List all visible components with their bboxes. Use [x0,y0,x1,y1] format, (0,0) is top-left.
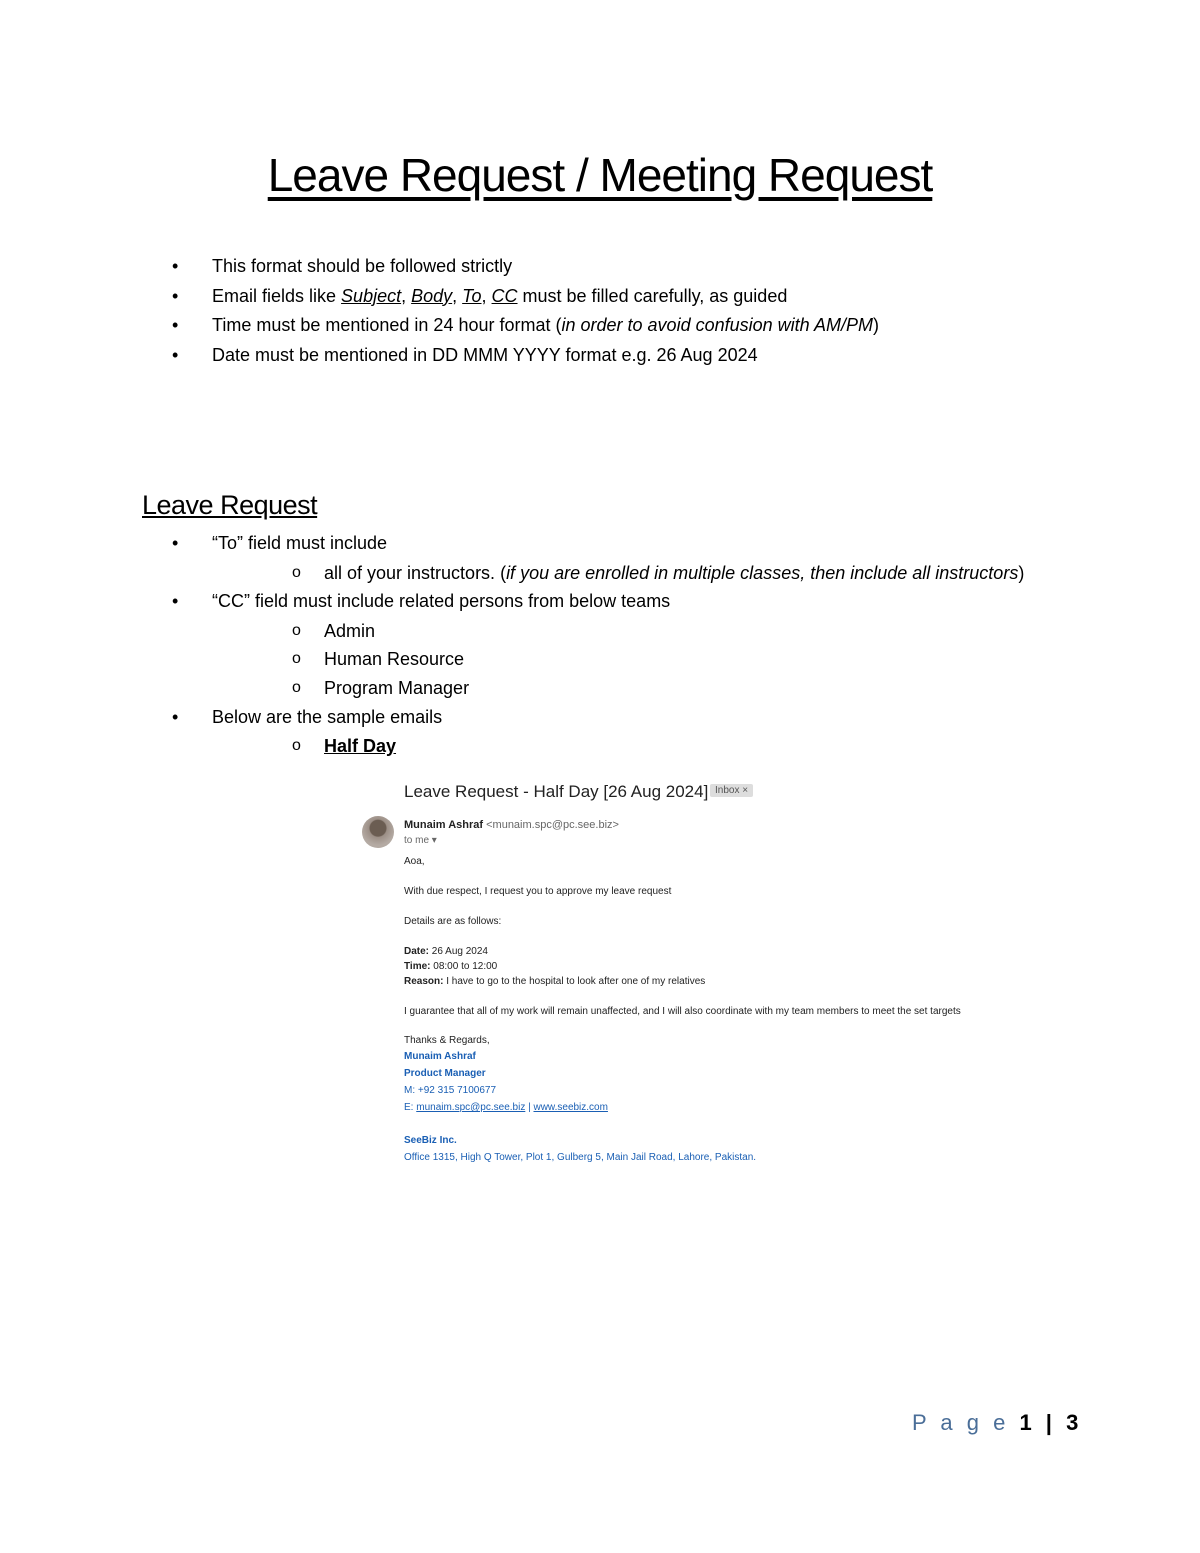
separator: , [481,285,492,306]
signature-title: Product Manager [404,1068,486,1079]
team-admin: Admin [324,620,376,641]
email-line: Details are as follows: [404,916,502,927]
samples-item [170,703,1024,761]
email-time [404,961,497,972]
samples-text: Below are the sample emails [212,706,443,727]
rule-italic-note: in order to avoid confusion with AM/PM [561,315,873,336]
subitem-text: all of your instructors. ( [324,562,507,583]
page-title: Leave Request / Meeting Request [267,149,933,201]
email-line: I guarantee that all of my work will remain unaffected, and I will also coordinate with my team members to meet the set targets [404,1006,961,1017]
page-footer [912,1410,1082,1436]
page-separator: | [1035,1410,1067,1435]
signature-company: SeeBiz Inc. [404,1135,457,1146]
signature-web-link[interactable]: www.seebiz.com [533,1102,608,1113]
email-subject: Leave Request - Half Day [26 Aug 2024] [404,782,709,801]
signature-address: Office 1315, High Q Tower, Plot 1, Gulberg 5, Main Jail Road, Lahore, Pakistan. [404,1152,757,1163]
rule-text: ) [872,315,879,336]
to-field-item [170,529,1024,587]
section-title-leave-request: Leave Request [142,490,318,520]
team-program-manager: Program Manager [324,677,470,698]
time-value: 08:00 to 12:00 [433,961,498,972]
samples-sublist [212,732,1024,761]
time-label: Time: [404,961,434,972]
rule-text: Time must be mentioned in 24 hour format ( [212,315,562,336]
signature-contact [404,1102,608,1113]
date-label: Date: [404,946,432,957]
sender-name: Munaim Ashraf [404,819,484,831]
page-number: 1 [1019,1410,1036,1435]
cc-field-text: “CC” field must include related persons from below teams [212,591,671,612]
cc-team-list [212,617,1024,703]
signature-mobile: M: +92 315 7100677 [404,1085,497,1096]
signature-name: Munaim Ashraf [404,1051,476,1062]
field-subject: Subject [341,285,402,306]
rule-item [170,282,879,312]
separator: , [401,285,412,306]
cc-team-item [212,674,1024,703]
to-field-sublist [212,559,1024,588]
recipient-line: to me ▾ [404,835,437,846]
reason-label: Reason: [404,976,447,987]
leave-request-list [170,529,1024,761]
rule-text: Date must be mentioned in DD MMM YYYY format e.g. 26 Aug 2024 [212,344,758,365]
separator: , [452,285,463,306]
to-field-subitem [212,559,1024,588]
field-to: To [462,285,482,306]
subitem-text: ) [1018,562,1025,583]
sender-email: <munaim.spc@pc.see.biz> [486,819,619,831]
cc-field-item [170,587,1024,702]
separator: | [525,1102,534,1113]
cc-team-item [212,645,1024,674]
half-day-label: Half Day [324,736,397,757]
cc-team-item [212,617,1024,646]
sample-half-day [212,732,1024,761]
page-label: P a g e [912,1410,1020,1435]
subitem-italic: if you are enrolled in multiple classes, then include all instructors [506,562,1019,583]
email-regards: Thanks & Regards, [404,1035,490,1046]
field-cc: CC [491,285,518,306]
email-line: With due respect, I request you to approve my leave request [404,886,672,897]
reason-value: I have to go to the hospital to look after one of my relatives [446,976,706,987]
format-rules-list [170,252,879,370]
page-total: 3 [1066,1410,1083,1435]
email-sender [404,819,619,831]
email-greeting: Aoa, [404,856,425,867]
signature-email-link[interactable]: munaim.spc@pc.see.biz [416,1102,526,1113]
rule-item [170,252,879,282]
inbox-label-tag: Inbox × [710,784,753,797]
rule-item [170,311,879,341]
sample-email-screenshot [360,776,980,1176]
team-human-resource: Human Resource [324,649,465,670]
rule-item [170,341,879,371]
email-reason [404,976,705,987]
email-label: E: [404,1102,417,1113]
date-value: 26 Aug 2024 [431,946,488,957]
rule-text: Email fields like [212,285,342,306]
rule-text: This format should be followed strictly [212,256,513,276]
to-field-text: “To” field must include [212,533,388,553]
rule-text: must be filled carefully, as guided [517,285,788,306]
field-body: Body [411,285,453,306]
avatar [362,816,394,848]
email-date [404,946,488,957]
